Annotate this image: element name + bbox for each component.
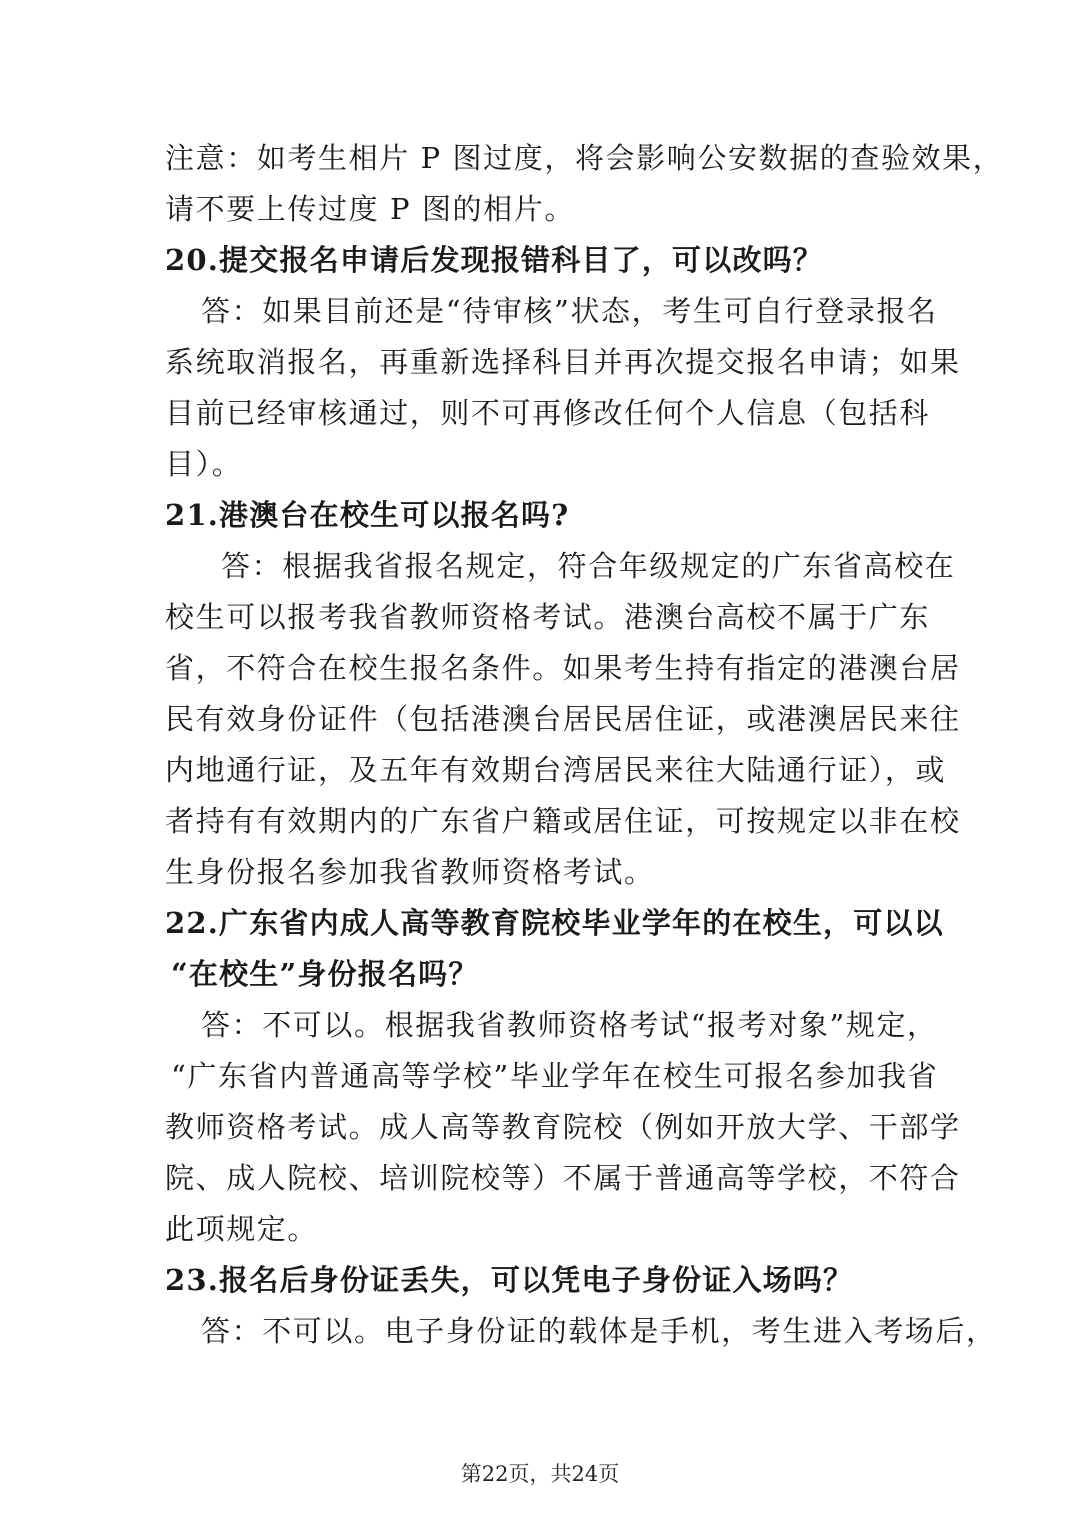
answer-21-line: 者持有有效期内的广东省户籍或居住证，可按规定以非在校: [165, 804, 961, 838]
answer-23-line: 答：不可以。电子身份证的载体是手机，考生进入考场后，: [201, 1314, 997, 1348]
answer-22-line: 答：不可以。根据我省教师资格考试“报考对象”规定，: [201, 1008, 938, 1042]
question-22-heading: 22.广东省内成人高等教育院校毕业学年的在校生，可以以: [165, 906, 944, 940]
answer-20-line: 系统取消报名，再重新选择科目并再次提交报名申请；如果: [165, 345, 961, 379]
answer-21-line: 生身份报名参加我省教师资格考试。: [165, 855, 655, 889]
answer-22-line: “广东省内普通高等学校”毕业学年在校生可报名参加我省: [171, 1059, 939, 1093]
notice-line: 请不要上传过度 P 图的相片。: [165, 192, 575, 226]
page-content: [165, 133, 1004, 1357]
question-23-heading: 23.报名后身份证丢失，可以凭电子身份证入场吗？: [165, 1263, 854, 1297]
answer-22-line: 院、成人院校、培训院校等）不属于普通高等学校，不符合: [165, 1161, 961, 1195]
answer-21-line: 答：根据我省报名规定，符合年级规定的广东省高校在: [221, 549, 956, 583]
answer-21-line: 民有效身份证件（包括港澳台居民居住证，或港澳居民来往: [165, 702, 961, 736]
answer-21-line: 省，不符合在校生报名条件。如果考生持有指定的港澳台居: [165, 651, 961, 685]
answer-22-line: 此项规定。: [165, 1212, 319, 1246]
question-22-heading: “在校生”身份报名吗？: [171, 957, 479, 991]
answer-22-line: 教师资格考试。成人高等教育院校（例如开放大学、干部学: [165, 1110, 961, 1144]
answer-21-line: 内地通行证，及五年有效期台湾居民来往大陆通行证），或: [165, 753, 947, 787]
answer-20-line: 目）。: [165, 447, 243, 481]
question-20-heading: 20.提交报名申请后发现报错科目了，可以改吗？: [165, 243, 824, 277]
answer-20-line: 目前已经审核通过，则不可再修改任何个人信息（包括科: [165, 396, 931, 430]
answer-20-line: 答：如果目前还是“待审核”状态，考生可自行登录报名: [201, 294, 938, 328]
answer-21-line: 校生可以报考我省教师资格考试。港澳台高校不属于广东: [165, 600, 931, 634]
notice-line: 注意：如考生相片 P 图过度，将会影响公安数据的查验效果，: [165, 141, 1004, 175]
page-number: 第22页，共24页: [460, 1462, 620, 1486]
question-21-heading: 21.港澳台在校生可以报名吗?: [165, 498, 570, 532]
